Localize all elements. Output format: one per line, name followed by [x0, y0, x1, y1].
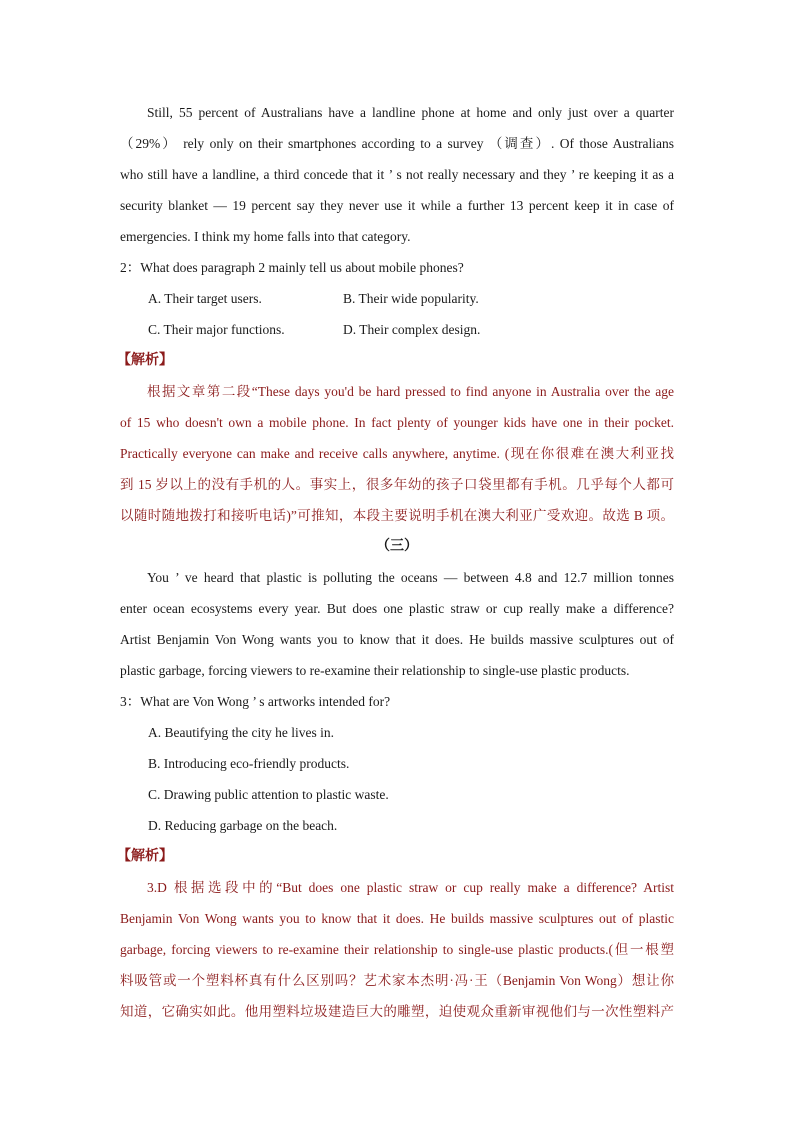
analysis-line: Practically everyone can make and receive calls anywhere, anytime. (现在你很难在澳大利亚找 — [120, 446, 674, 461]
analysis-line: 知道，它确实如此。他用塑料垃圾建造巨大的雕塑，迫使观众重新审视他们与一次性塑料产 — [120, 1004, 674, 1019]
question-3: 3：What are Von Wong ’ s artworks intended for? — [120, 694, 391, 709]
option-c: C. Their major functions. — [148, 322, 285, 337]
passage-line: （29%） rely only on their smartphones according to a survey （调查）. Of those Australians — [120, 136, 674, 151]
options-row — [120, 314, 674, 345]
analysis-line: 3.D 根据选段中的“But does one plastic straw or cup really make a difference? Artist — [147, 880, 674, 895]
question-2: 2：What does paragraph 2 mainly tell us about mobile phones? — [120, 260, 464, 275]
analysis-line: 到 15 岁以上的没有手机的人。事实上，很多年幼的孩子口袋里都有手机。几乎每个人都可 — [120, 477, 674, 492]
option-b: B. Introducing eco-friendly products. — [148, 756, 350, 771]
passage-line: who still have a landline, a third concede that it ’ s not really necessary and they ’ re keeping it as a — [120, 167, 674, 182]
analysis-label: 【解析】 — [117, 849, 173, 864]
analysis-line: garbage, forcing viewers to re-examine their relationship to single-use plastic products.(但一根塑 — [120, 942, 674, 957]
option-a: A. Their target users. — [148, 291, 262, 306]
option-b: B. Their wide popularity. — [343, 291, 479, 306]
passage-line: emergencies. I think my home falls into that category. — [120, 229, 411, 244]
passage-line: Still, 55 percent of Australians have a landline phone at home and only just over a quarter — [147, 105, 674, 120]
analysis-line: 料吸管或一个塑料杯真有什么区别吗？艺术家本杰明·冯·王（Benjamin Von Wong）想让你 — [120, 973, 674, 988]
analysis-line: 以随时随地拨打和接听电话)”可推知，本段主要说明手机在澳大利亚广受欢迎。故选 B 项。 — [120, 508, 674, 523]
analysis-label: 【解析】 — [117, 353, 173, 368]
section-heading: （三） — [376, 539, 418, 554]
option-d: D. Reducing garbage on the beach. — [148, 818, 338, 833]
option-d: D. Their complex design. — [343, 322, 481, 337]
passage-line: Artist Benjamin Von Wong wants you to know that it does. He builds massive sculptures out of — [120, 632, 674, 647]
option-c: C. Drawing public attention to plastic waste. — [148, 787, 389, 802]
options-row — [120, 283, 674, 314]
passage-line: plastic garbage, forcing viewers to re-examine their relationship to single-use plastic products. — [120, 663, 630, 678]
option-a: A. Beautifying the city he lives in. — [148, 725, 334, 740]
passage-line: security blanket — 19 percent say they never use it while a further 13 percent keep it in case of — [120, 198, 674, 213]
analysis-line: Benjamin Von Wong wants you to know that it does. He builds massive sculptures out of plastic — [120, 911, 674, 926]
passage-line: You ’ ve heard that plastic is polluting the oceans — between 4.8 and 12.7 million tonnes — [147, 570, 674, 585]
analysis-line: 根据文章第二段“These days you'd be hard pressed to find anyone in Australia over the age — [147, 384, 674, 399]
analysis-line: of 15 who doesn't own a mobile phone. In fact plenty of younger kids have one in their pocket. — [120, 415, 674, 430]
passage-line: enter ocean ecosystems every year. But does one plastic straw or cup really make a difference? — [120, 601, 674, 616]
document-content — [117, 97, 674, 1027]
